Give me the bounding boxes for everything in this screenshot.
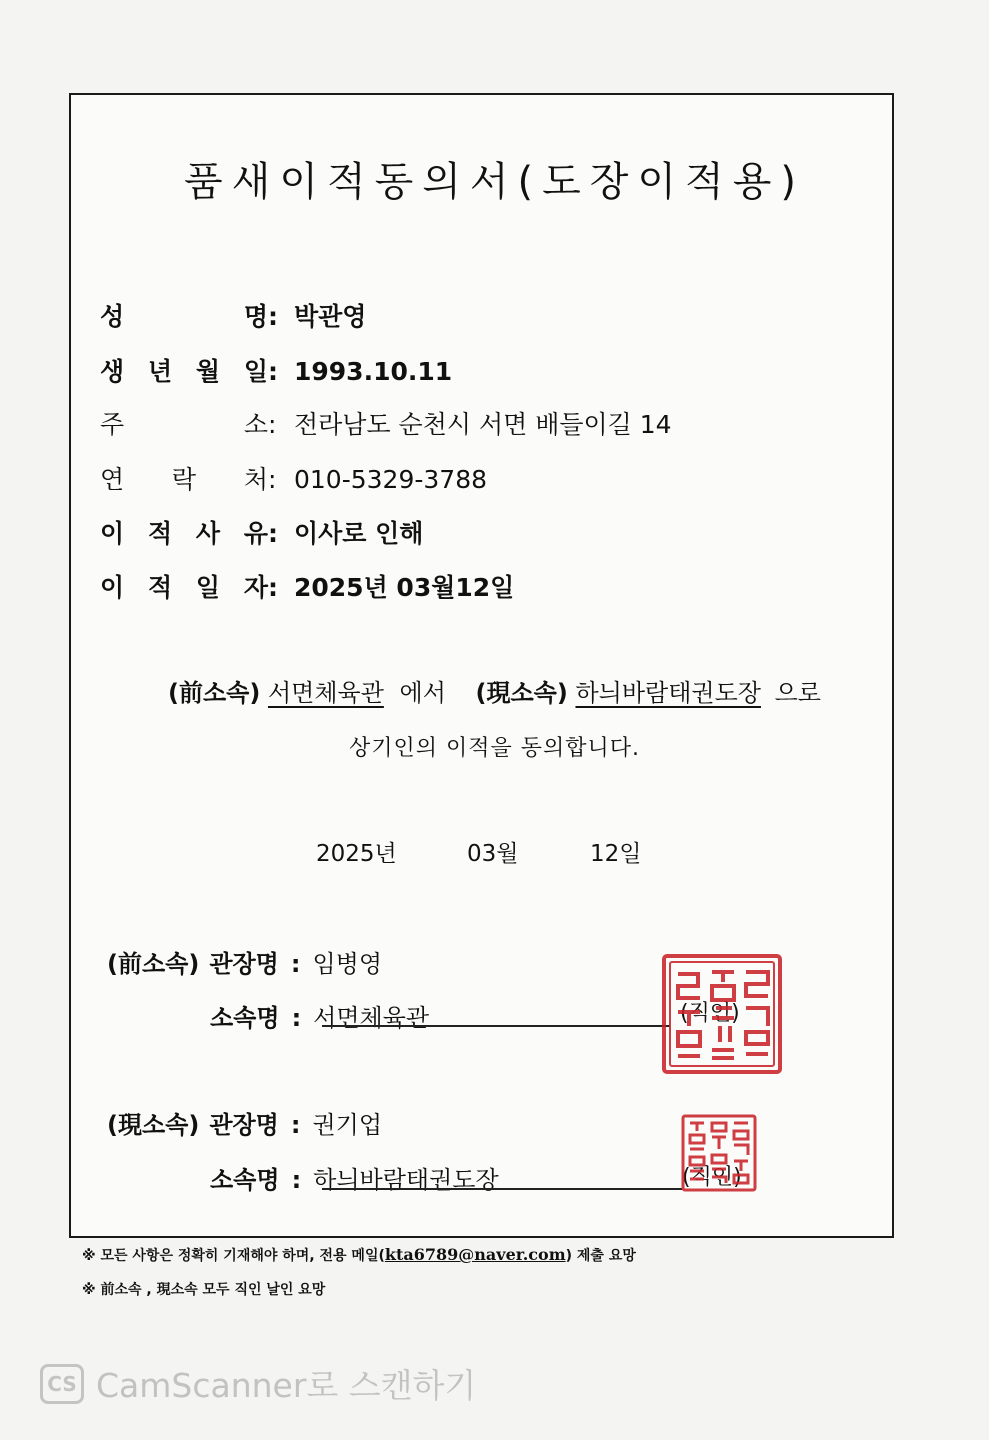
to-word: 으로: [774, 679, 821, 707]
field-value: 010-5329-3788: [294, 465, 488, 494]
date-year: 2025년: [316, 841, 397, 867]
prev-seal-label: (직인): [680, 1001, 740, 1026]
field-value: 1993.10.11: [294, 357, 453, 386]
prev-gym-seal-stamp: [660, 952, 784, 1076]
colon: :: [290, 950, 301, 978]
email-link[interactable]: kta6789@naver.com: [384, 1245, 566, 1264]
field-label: 연 락 처: [100, 465, 268, 494]
field-label: 이 적 일 자: [100, 573, 268, 602]
curr-director-name: 권기업: [312, 1111, 383, 1139]
field-colon: :: [268, 519, 278, 548]
curr-director-label: 관장명: [209, 1111, 279, 1139]
footnote-1-suffix: ) 제출 요망: [565, 1248, 636, 1264]
curr-signature-line: [322, 1188, 682, 1190]
footnote-1: [82, 1245, 636, 1265]
field-colon: :: [268, 573, 278, 602]
date-month: 03월: [467, 841, 519, 867]
prev-signature-line: [322, 1025, 670, 1027]
field-address: [100, 405, 672, 441]
curr-gym-seal-stamp: [680, 1113, 758, 1193]
field-value: 전라남도 순천시 서면 배들이길 14: [294, 410, 672, 439]
curr-affiliation-tag: (現소속): [475, 679, 568, 707]
field-label: 이 적 사 유: [100, 519, 268, 548]
date-day: 12일: [590, 841, 642, 867]
prev-gym-value: 서면체육관: [313, 1004, 430, 1032]
field-colon: :: [268, 465, 277, 494]
camscanner-watermark: [40, 1360, 476, 1407]
field-birthdate: [100, 352, 452, 388]
field-value: 이사로 인해: [294, 519, 424, 548]
field-label: 성 명: [100, 302, 268, 331]
field-contact: [100, 460, 487, 496]
field-value: 2025년 03월12일: [294, 573, 515, 602]
prev-gym-row: [210, 998, 429, 1033]
transfer-statement: [0, 673, 989, 708]
curr-gym-value: 하늬바람태권도장: [313, 1166, 499, 1194]
prev-gym-name: 서면체육관: [267, 679, 384, 707]
field-colon: :: [268, 302, 278, 331]
field-colon: :: [268, 357, 278, 386]
watermark-text: CamScanner로 스캔하기: [96, 1366, 477, 1405]
field-transfer-date: [100, 568, 514, 604]
prev-affiliation-tag: (前소속): [168, 679, 261, 707]
prev-gym-label: 소속명: [210, 1004, 280, 1032]
field-value: 박관영: [294, 302, 367, 331]
field-label: 주 소: [100, 410, 268, 439]
colon: :: [291, 1004, 302, 1032]
camscanner-logo-icon: CS: [40, 1364, 84, 1404]
curr-tag: (現소속): [107, 1111, 200, 1139]
field-reason: [100, 514, 423, 550]
colon: :: [291, 1166, 302, 1194]
curr-gym-name: 하늬바람태권도장: [575, 679, 761, 707]
prev-director-row: [107, 944, 382, 979]
from-word: 에서: [399, 679, 446, 707]
prev-tag: (前소속): [107, 950, 200, 978]
footnote-1-text: ※ 모든 사항은 정확히 기재해야 하며, 전용 메일(: [82, 1248, 385, 1264]
field-name: [100, 297, 366, 333]
document-title: 품새이적동의서(도장이적용): [184, 159, 805, 205]
colon: :: [290, 1111, 301, 1139]
prev-director-name: 임병영: [312, 950, 383, 978]
curr-seal-label: (직인): [682, 1165, 742, 1190]
curr-gym-label: 소속명: [210, 1166, 280, 1194]
prev-director-label: 관장명: [209, 950, 279, 978]
field-label: 생 년 월 일: [100, 357, 268, 386]
consent-statement: 상기인의 이적을 동의합니다.: [348, 736, 640, 761]
field-colon: :: [268, 410, 277, 439]
footnote-2: ※ 前소속 , 現소속 모두 직인 날인 요망: [82, 1282, 326, 1298]
curr-director-row: [107, 1105, 382, 1140]
